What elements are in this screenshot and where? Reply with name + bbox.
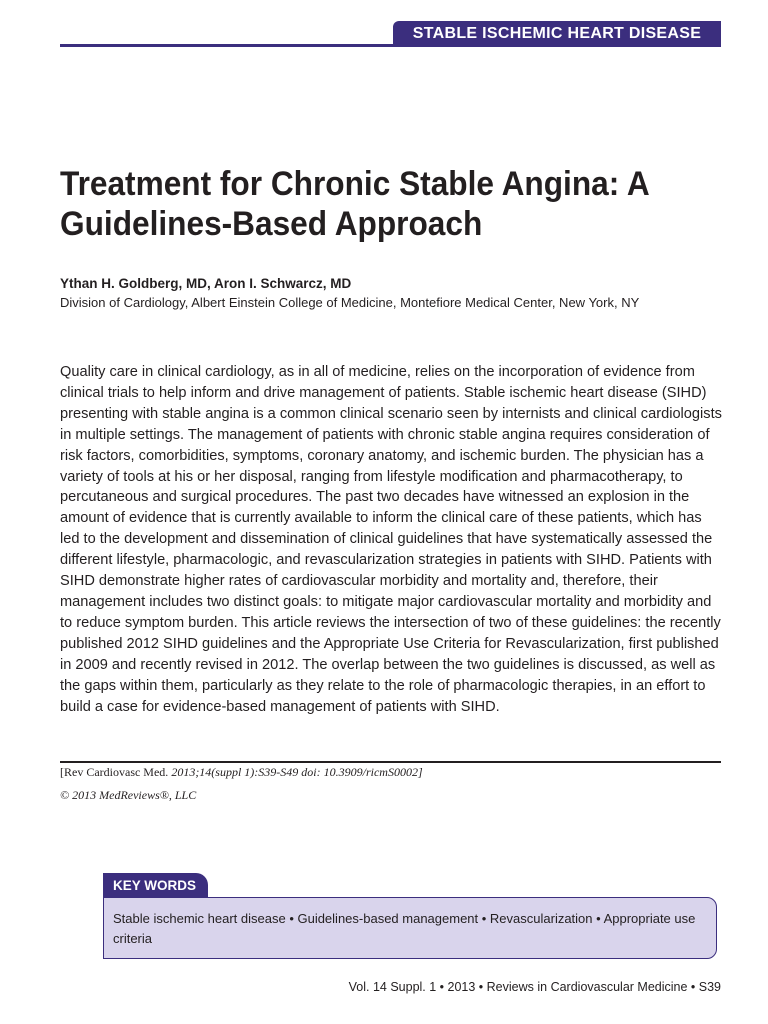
abstract-divider <box>60 761 721 763</box>
article-affiliation: Division of Cardiology, Albert Einstein College of Medicine, Montefiore Medical Center, New York, NY <box>60 295 640 310</box>
citation-prefix: [Rev Cardiovasc Med. <box>60 765 169 779</box>
article-abstract: Quality care in clinical cardiology, as in all of medicine, relies on the incorporation of evidence from clinical trials to help inform and drive management of patients. Stable ischemic heart disease (SIHD) presenting with stable angina is a common clinical scenario seen by internists and clinical cardiologists in multiple settings. The management of patients with chronic stable angina requires consideration of risk factors, comorbidities, symptoms, coronary anatomy, and ischemic burden. The physician has a variety of tools at his or her disposal, ranging from lifestyle modification and pharmacotherapy, to percutaneous and surgical procedures. The past two decades have witnessed an explosion in the amount of evidence that is currently available to inform the clinical care of these patients, which has led to the development and dissemination of clinical guidelines that have systematically assessed the different lifestyle, pharmacologic, and revascularization strategies in patients with SIHD. Patients with SIHD demonstrate higher rates of cardiovascular morbidity and mortality and, therefore, their management includes two distinct goals: to mitigate major cardiovascular mortality and morbidity and to reduce symptom burden. This article reviews the intersection of two of these guidelines: the recently published 2012 SIHD guidelines and the Appropriate Use Criteria for Revascularization, first published in 2009 and recently revised in 2012. The overlap between the two guidelines is discussed, as well as the gaps within them, particularly as they relate to the role of pharmacologic therapies, in an effort to build a case for evidence-based management of patients with SIHD. <box>60 364 722 715</box>
keywords-text: Stable ischemic heart disease • Guidelines-based management • Revascularization • Appropriate use criteria <box>113 911 696 946</box>
article-title: Treatment for Chronic Stable Angina: A Guidelines-Based Approach <box>60 165 649 243</box>
keywords-label: KEY WORDS <box>103 873 208 898</box>
page-footer: Vol. 14 Suppl. 1 • 2013 • Reviews in Cardiovascular Medicine • S39 <box>348 980 721 994</box>
citation-details: 2013;14(suppl 1):S39-S49 doi: 10.3909/ricmS0002] <box>168 765 423 779</box>
section-label: STABLE ISCHEMIC HEART DISEASE <box>393 21 721 47</box>
copyright: © 2013 MedReviews®, LLC <box>60 788 197 802</box>
citation <box>60 765 423 780</box>
article-authors: Ythan H. Goldberg, MD, Aron I. Schwarcz, MD <box>60 276 352 291</box>
